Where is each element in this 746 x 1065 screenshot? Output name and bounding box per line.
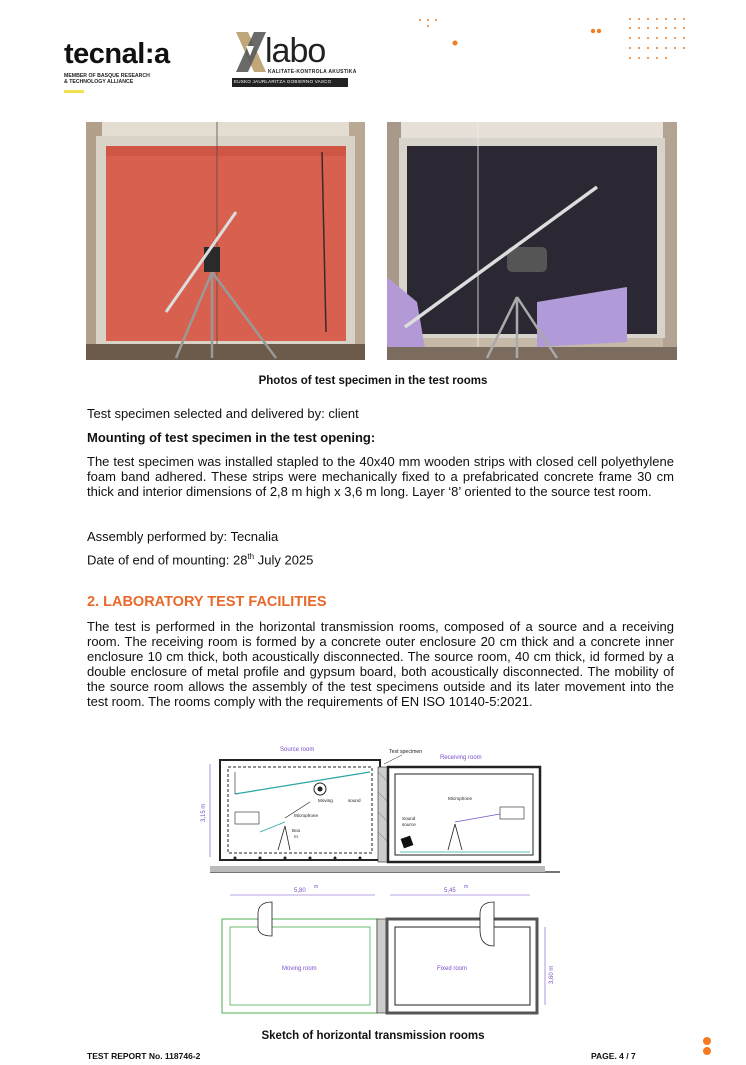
label-dim-right-unit: m (464, 884, 469, 890)
photos-caption: Photos of test specimen in the test rooms (258, 375, 488, 387)
label-moving-room: Moving room (282, 966, 317, 972)
selected-by-line: Test specimen selected and delivered by: client (87, 406, 359, 421)
mounting-date-line (87, 552, 313, 567)
photo-source-room (86, 122, 365, 360)
mounting-text: The test specimen was installed stapled to the 40x40 mm wooden strips with closed cell polyethylene foam band adhered. These strips were mechanically fixed to a prefabricated concrete frame 30 cm thick and interior dimensions of 2,8 m high x 3,6 m long. Layer ‘8’ oriented to the source test room. (87, 454, 674, 499)
labo-mark-icon (232, 32, 268, 76)
decorative-dots (415, 14, 705, 64)
label-fixed-room: Fixed room (437, 966, 468, 972)
label-depth: 3,60 m (549, 965, 555, 984)
assembly-line: Assembly performed by: Tecnalia (87, 529, 279, 544)
labo-logo: labo (265, 32, 326, 70)
sketch-caption: Sketch of horizontal transmission rooms (261, 1030, 485, 1042)
footer-dot-1 (703, 1037, 711, 1045)
label-test-specimen: Test specimen (389, 749, 423, 755)
mounting-date-prefix: Date of end of mounting: 28 (87, 552, 248, 568)
mounting-date-sup: th (247, 552, 255, 561)
label-moving: Moving (318, 798, 333, 803)
footer-dot-2 (703, 1047, 711, 1055)
label-source-room: Source room (280, 747, 315, 753)
label-dim-left-unit: m (314, 884, 319, 890)
mounting-date-suffix: July 2025 (254, 552, 314, 568)
label-receiving-room: Receiving room (440, 755, 482, 761)
labo-band-text: EUSKO JAURLARITZA GOBIERNO VASCO (234, 79, 332, 84)
logo-underline (64, 90, 84, 93)
photo-receiving-room (387, 122, 677, 360)
label-boom: Boo (292, 828, 301, 833)
label-sound-source: Sound (402, 816, 416, 821)
label-height: 3,15 m (201, 803, 207, 822)
mounting-heading: Mounting of test specimen in the test opening: (87, 430, 376, 445)
label-sound: sound (348, 798, 361, 803)
label-dim-left: 5,80 (294, 888, 306, 894)
label-boom-2: m (294, 834, 298, 839)
section-2-heading: 2. LABORATORY TEST FACILITIES (87, 594, 327, 610)
sketch-diagram (190, 742, 560, 1027)
footer-report-number: TEST REPORT No. 118746-2 (87, 1051, 201, 1061)
footer-page-number: PAGE. 4 / 7 (591, 1051, 636, 1061)
tecnalia-subtitle: MEMBER OF BASQUE RESEARCH & TECHNOLOGY ALLIANCE (64, 73, 150, 85)
tecnalia-logo: tecnal:a (64, 38, 170, 70)
label-sound-source-2: source (402, 822, 416, 827)
labo-subtitle: KALITATE-KONTROLA AKUSTIKA (268, 69, 357, 75)
label-dim-right: 5,45 (444, 888, 456, 894)
label-microphone-right: Microphone (448, 796, 473, 801)
section-2-text: The test is performed in the horizontal transmission rooms, composed of a source and a receiving room. The receiving room is formed by a concrete outer enclosure 20 cm thick and a concrete inner enclosure 10 cm thick, both acoustically disconnected. The source room, 40 cm thick, id formed by a double enclosure of metal profile and gypsum board, both acoustically disconnected. The mobility of the source room allows the assembly of the test specimens outside and its later movement into the test room. The rooms comply with the requirements of EN ISO 10140-5:2021. (87, 619, 674, 709)
label-microphone-left: Microphone (294, 813, 319, 818)
